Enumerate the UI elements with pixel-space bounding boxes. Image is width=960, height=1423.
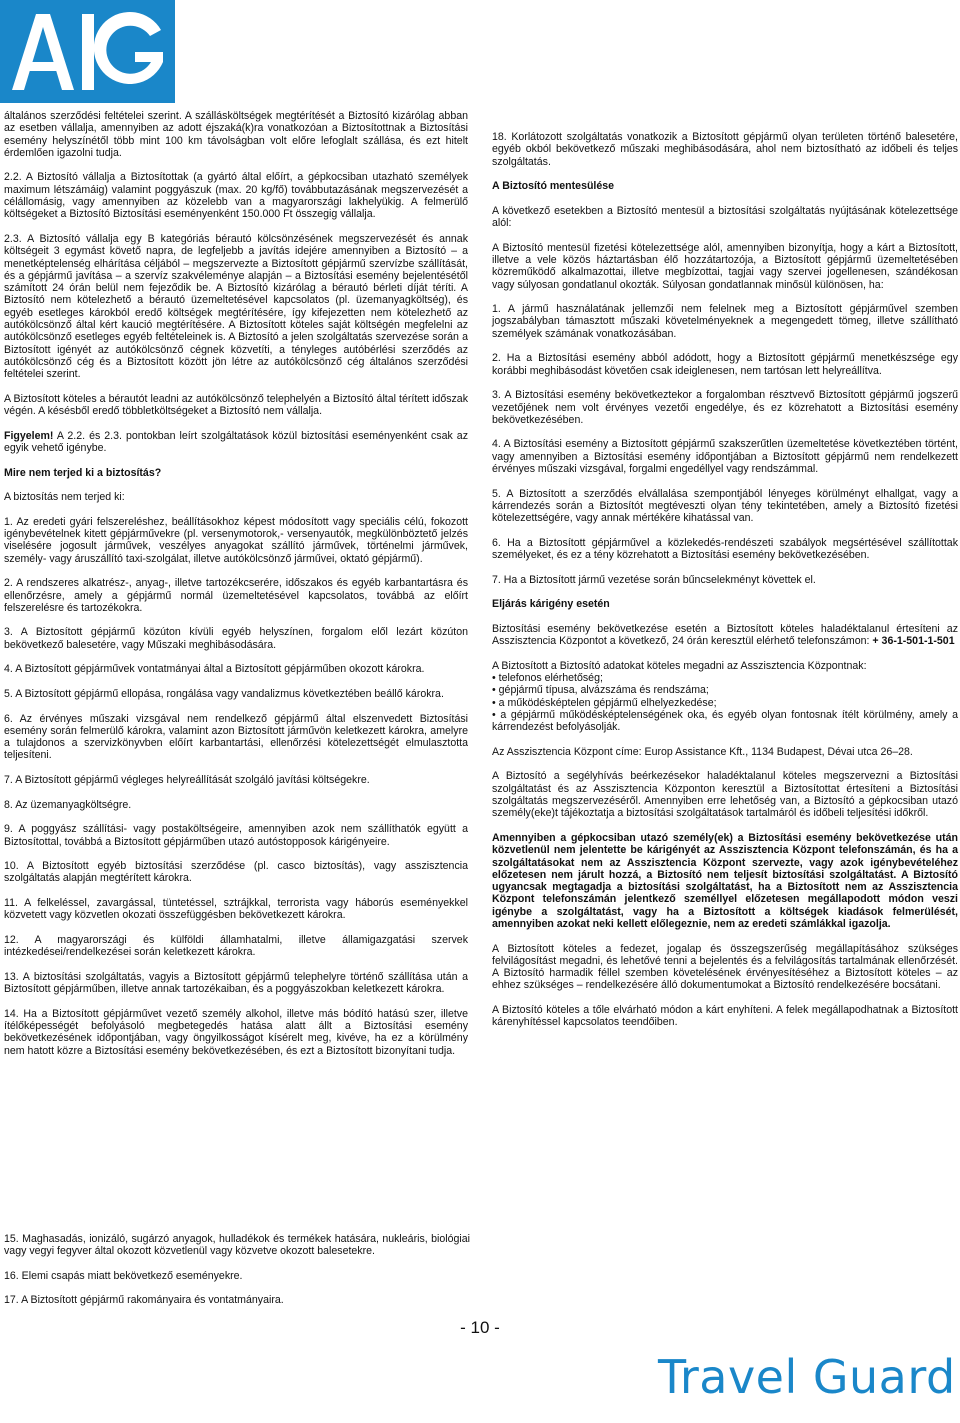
paragraph: Az Asszisztencia Központ címe: Europ Assistance Kft., 1134 Budapest, Dévai utca 26–28. xyxy=(492,745,913,758)
list-item: 14. Ha a Biztosított gépjárművet vezető személy alkohol, illetve más bódító hatású szer, illetve ítélőképességét befolyásoló megbetegedés hatása alatt állt a Biztosítási esemény bekövetkezésének időpontjában, vagy öngyilkosságot kísérelt meg, kivéve, ha ez a körülmény nem hatott közre a Biztosítási esemény bekövetkezésében, és ezt a Biztosított bizonyítani tudja. xyxy=(4,1007,468,1057)
list-item: 5. A Biztosított a szerződés elvállalása szempontjából lényeges körülményt elhallgat, vagy a kárrendezés során a Biztosítót megtéveszti olyan tény tekintetében, amely a Biztosító fizetési kötelezettségére, vagy annak mértékére kihatással van. xyxy=(492,487,958,525)
paragraph: A Biztosító a segélyhívás beérkezésekor haladéktalanul köteles megszervezni a Biztosítási szolgáltatást és az Asszisztencia Központon keresztül a Biztosítottat értesíteni a Biztosítási szolgáltatás megszervezéséről. Amennyiben erre lehetőség van, a Biztosító a gépkocsiban utazó személy(eke)t tájékoztatja a biztosítási szolgáltatások tartalmáról és időbeli teljesítési időkről. xyxy=(492,770,958,820)
paragraph: A biztosítás nem terjed ki: xyxy=(4,491,125,504)
bullet-item: • a működésképtelen gépjármű elhelyezkedése; xyxy=(492,697,958,709)
data-requirements xyxy=(492,660,958,734)
list-item: 12. A magyarországi és külföldi államhatalmi, illetve államigazgatási szervek intézkedései/rendelkezései során keletkezett károkra. xyxy=(4,933,468,959)
bullet-item: • gépjármű típusa, alvázszáma és rendszáma; xyxy=(492,684,958,696)
paragraph: A Biztosított köteles a fedezet, jogalap és összegszerűség megállapításához szükséges felvilágosítást megadni, és lehetővé tenni a bejelentés és a felvilágosítás tartalmának ellenőrzését. A Biztosító harmadik féllel szemben követelésének érvényesítéséhez a Biztosított köteles – az ehhez szükséges – rendelkezésére álló dokumentumokat a Biztosító rendelkezésére bocsátani. xyxy=(492,942,958,992)
list-item: 6. Ha a Biztosított gépjárművel a közlekedés-rendészeti szabályok megsértésével szállítottak személyeket, és ez a tény közrehatott a Biztosítási esemény bekövetkezésében. xyxy=(492,536,958,562)
list-item: 8. Az üzemanyagköltségre. xyxy=(4,798,132,811)
phone-number: + 36-1-501-1-501 xyxy=(872,635,955,648)
bold-paragraph-text: Amennyiben a gépkocsiban utazó személy(ek) a Biztosítási esemény bekövetkezése után közvetlenül nem jelentette be kárigényét az Asszisztencia Központ telefonszámán, és ha a szolgáltatásokat nem az Asszisztencia Központ szervezte, vagy azok igénybevételéhez előzetesen nem járult hozzá, a Biztosító nem teljesít biztosítási szolgáltatást. A Biztosító ugyancsak megtagadja a biztosítási szolgáltatást, ha a Biztosított nem az Asszisztencia Központ telefonszámán jelentkező személlyel előzetesen megállapodott módon veszi igénybe a szolgáltatást, vagy ha a Biztosított a költségek kiadások felmerülését, amennyiben azokat neki kellett előlegeznie, nem az eredeti számlákkal igazolja. xyxy=(492,831,958,930)
list-item: 17. A Biztosított gépjármű rakományaira és vontatmányaira. xyxy=(4,1294,284,1307)
list-item: 10. A Biztosított egyéb biztosítási szerződése (pl. casco biztosítás), vagy asszisztencia szolgáltatás alapján megtérített károkra. xyxy=(4,860,468,885)
list-item: 2. Ha a Biztosítási esemény abból adódott, hogy a Biztosított gépjármű menetkészsége egy korábbi meghibásodást követően csak ideiglenesen, nem tartósan lett helyreállítva. xyxy=(492,352,958,377)
list-item: 11. A felkeléssel, zavargással, tüntetéssel, sztrájkkal, terrorista vagy háborús eseményekkel közvetett vagy közvetlen okozati összefüggésben bekövetkezett károkra. xyxy=(4,897,468,922)
paragraph: 2.2. A Biztosító vállalja a Biztosítottak (a gyártó által előírt, a gépkocsiban utazható személyek maximum létszámáig) valamint poggyászuk (max. 20 kg/fő) továbbutazásának megszervezését a célállomásig, vagy amennyiben az közelebb van a magyarországi lakhelyükig. A felmerülő költségeket a Biztosító Biztosítási eseményenként 150.000 Ft összegig vállalja. xyxy=(4,171,468,221)
bullet-item: • telefonos elérhetőség; xyxy=(492,672,958,684)
bullet-list xyxy=(492,672,958,733)
paragraph: A következő esetekben a Biztosító mentesül a biztosítási szolgáltatás nyújtásának kötelezettsége alól: xyxy=(492,204,958,230)
section-heading xyxy=(4,467,468,479)
claims-text: Biztosítási esemény bekövetkezése esetén a Biztosított köteles haladéktalanul értesíteni az Asszisztencia Központot a következő, 24 órán keresztül elérhető telefonszámon: xyxy=(492,622,958,648)
travel-guard-logo-text: Travel Guard xyxy=(658,1350,956,1404)
list-item: 1. Az eredeti gyári felszereléshez, beállításokhoz képest módosított vagy speciális célú, fokozott igénybevételnek kitett gépjárművekre (pl. versenymotorok,- versenyautók, megkülönböztető jelzés viselésére jogosult járművek, veszélyes anyagokat szállító járművek, történelmi járművek, személy- vagy áruszállító taxi-szolgálat, illetve autókölcsönző járművei, oktató gépjármű). xyxy=(4,515,468,565)
list-item: 9. A poggyász szállítási- vagy postaköltségeire, amennyiben azok nem szállíthatók együtt a Biztosítottal, továbbá a Biztosított gépjárműben utazó autóstopposok kárigényeire. xyxy=(4,823,468,848)
list-item: 2. A rendszeres alkatrész-, anyag-, illetve tartozékcserére, időszakos és egyéb karbantartásra és ellenőrzésre, amely a gépjármű normál üzemeltetésével kapcsolatos, továbbá az előírt felszerelésre és tartozékokra. xyxy=(4,577,468,614)
section-heading-text: A Biztosító mentesülése xyxy=(492,180,615,193)
left-column xyxy=(4,110,468,1069)
notice-paragraph xyxy=(4,430,468,455)
list-item: 18. Korlátozott szolgáltatás vonatkozik a Biztosított gépjármű olyan területen történő balesetére, egyéb okból bekövetkező műszaki meghibásodására, ahol nem biztosítható az időbeli és teljes szolgáltatás. xyxy=(492,131,958,168)
list-item: 6. Az érvényes műszaki vizsgával nem rendelkező gépjármű által elszenvedett Biztosítási esemény során felmerülő károkra, valamint azon Biztosított járművön keletkezett károkra, amelyre a tulajdonos a szervizkönyvben előírt karbantartási, ellenőrzési kötelezettségét elmulasztotta teljesíteni. xyxy=(4,712,468,762)
list-item: 13. A biztosítási szolgáltatás, vagyis a Biztosított gépjármű telephelyre történő szállítása után a Biztosított gépjárműben, illetve annak tartozékaiban, és a poggyászokban keletkezett károkra. xyxy=(4,970,468,996)
travel-guard-logo xyxy=(652,1340,956,1420)
list-item: 15. Maghasadás, ionizáló, sugárzó anyagok, hulladékok és termékek hatására, nukleáris, biológiai vagy vegyi fegyver által okozott közvetlenül vagy közvetve okozott balesetekre. xyxy=(4,1233,470,1258)
notice-text: A 2.2. és 2.3. pontokban leírt szolgáltatások közül biztosítási eseményenként csak az egyik vehető igénybe. xyxy=(4,429,468,455)
list-item: 7. A Biztosított gépjármű végleges helyreállítását szolgáló javítási költségekre. xyxy=(4,774,370,787)
paragraph: A Biztosító mentesül fizetési kötelezettsége alól, amennyiben bizonyítja, hogy a kárt a Biztosított, illetve a vele közös háztartásban élő hozzátartozója, a Biztosított gépjármű üzemeltetésében közreműködő alkalmazottai, illetve megbízottai, tagjai vagy szervei jogellenesen, szándékosan vagy súlyosan gondatlanul okozták. Súlyosan gondatlannak minősül különösen, ha: xyxy=(492,241,958,291)
right-column xyxy=(492,131,958,1041)
aig-logo-mark xyxy=(0,0,175,103)
bullet-item: • a gépjármű működésképtelenségének oka, és egyéb olyan fontosnak ítélt körülmény, amely a kárrendezést befolyásolják. xyxy=(492,709,958,734)
paragraph: A Biztosított köteles a bérautót leadni az autókölcsönző telephelyén a Biztosító által térített időszak végén. A késésből eredő többletköltségeket a Biztosító nem vállalja. xyxy=(4,392,468,418)
list-item: 4. A Biztosított gépjárművek vontatmányai által a Biztosított gépjárműben okozott károkra. xyxy=(4,663,425,676)
section-heading xyxy=(492,598,958,610)
section-heading xyxy=(492,180,958,192)
list-item: 1. A jármű használatának jellemzői nem felelnek meg a Biztosított gépjárművel szemben jogszabályban támasztott műszaki követelményeknek a megengedett tömeg, illetve szállítható személyek számának vonatkozásában. xyxy=(492,303,958,340)
section-heading-text: Eljárás kárigény esetén xyxy=(492,598,610,611)
list-item: 16. Elemi csapás miatt bekövetkező eseményekre. xyxy=(4,1269,243,1282)
bottom-list xyxy=(4,1233,470,1319)
list-item: 7. Ha a Biztosított jármű vezetése során bűncselekményt követtek el. xyxy=(492,573,816,586)
paragraph: 2.3. A Biztosító vállalja egy B kategóriás bérautó kölcsönzésének megszervezését és annak költségeit 3 egymást követő napra, de legfeljebb a javítás idejére amennyiben a Biztosító – a menetképtelenség elhárítása céljából – megszervezte a Biztosított gépjármű szervízbe szállítását, és a gépjármű javítása – a szervíz szakvéleménye alapján – a Biztosítási esemény bejelentésétől számított 24 órán belül nem fejeződik be. A Biztosító kizárólag a bérautó bérleti díját téríti. A Biztosító nem kötelezhető a bérautó üzemeltetésével kapcsolatos (pl. üzemanyagköltség), és egyéb esetleges károkból eredő költségek megtérítésére, így kifejezetten nem kötelezhető az autókölcsönző által kért kaució megtérítésére. A Biztosított köteles saját költségén megfelelni az autókölcsönző esetleges egyéb feltételeinek is. A Biztosító a jelen szolgáltatás szervezése során a Biztosított igényét az autókölcsönző cégnek közvetíti, a tényleges autóbérlési szerződés az autókölcsönző cég és a Biztosított között jön létre az autókölcsönző cég általános szerződési feltételei szerint. xyxy=(4,232,468,381)
paragraph: A Biztosító köteles a tőle elvárható módon a kárt enyhíteni. A felek megállapodhatnak a Biztosított kárenyhítéssel kapcsolatos teendőiben. xyxy=(492,1004,958,1029)
notice-label: Figyelem! xyxy=(4,429,54,442)
paragraph: általános szerződési feltételei szerint. A szállásköltségek megtérítését a Biztosító kizárólag abban az esetben vállalja, amennyiben az adott éjszaká(k)ra vonatkozóan a Biztosítottnak a Biztosítási esemény helyszínétől több mint 100 km távolságban volt előre lefoglalt szállása, és ezt hitelt érdemlően igazolni tudja. xyxy=(4,110,468,159)
list-item: 3. A Biztosítási esemény bekövetkeztekor a forgalomban résztvevő Biztosított gépjármű jogszerű vezetőjének nem volt érvényes vezetői engedélye, és ez közrehatott a Biztosítási esemény bekövetkezésében. xyxy=(492,389,958,426)
list-item: 5. A Biztosított gépjármű ellopása, rongálása vagy vandalizmus következtében beállő károkra. xyxy=(4,687,444,700)
paragraph: A Biztosított a Biztosító adatokat köteles megadni az Asszisztencia Központnak: xyxy=(492,659,867,672)
list-item: 3. A Biztosított gépjármű közúton kívüli egyéb helyszínen, forgalom elől lezárt közúton bekövetkező balesetére, vagy Műszaki meghibásodására. xyxy=(4,626,468,651)
section-heading-text: Mire nem terjed ki a biztosítás? xyxy=(4,466,162,479)
claims-paragraph xyxy=(492,623,958,648)
bold-paragraph xyxy=(492,832,958,930)
aig-logo xyxy=(0,0,175,103)
page-number: - 10 - xyxy=(460,1318,500,1337)
list-item: 4. A Biztosítási esemény a Biztosított gépjármű szakszerűtlen üzemeltetése következtében történt, vagy amennyiben a Biztosítási esemény időpontjában a Biztosított gépjármű nem rendelkezett érvényes műszaki vizsgával, forgalmi engedéllyel vagy rendszámmal. xyxy=(492,438,958,476)
